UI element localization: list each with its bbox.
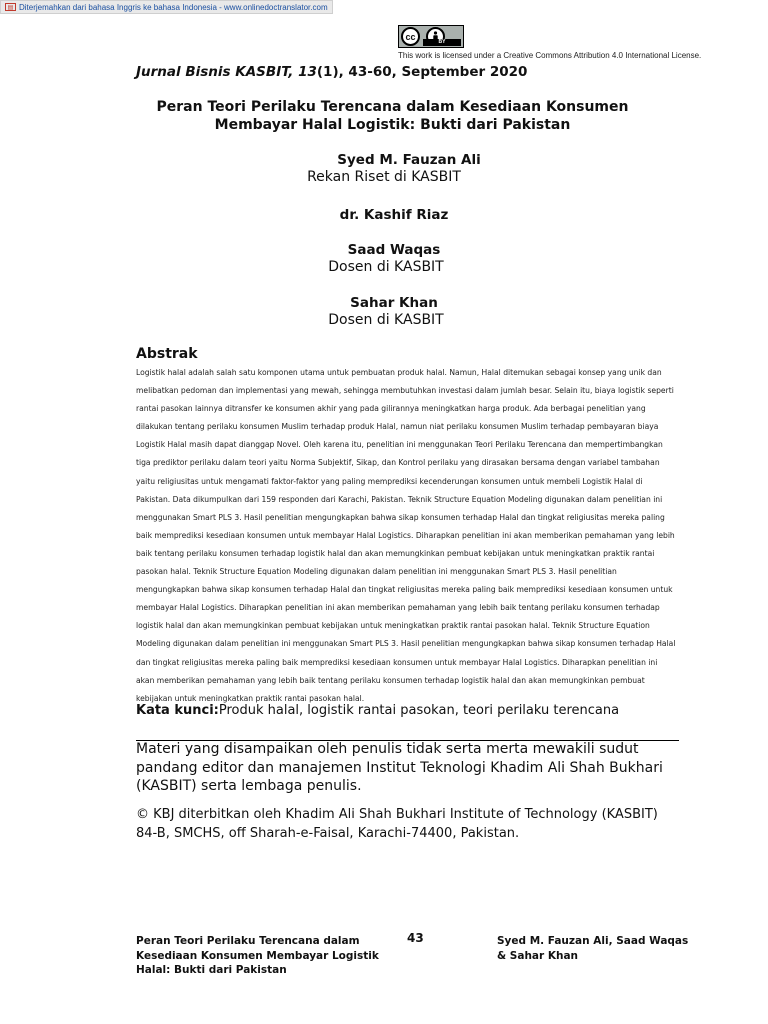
keywords — [136, 703, 619, 718]
cc-icon: cc — [401, 27, 420, 46]
author-affiliation: Dosen di KASBIT — [328, 312, 444, 328]
author-name: Syed M. Fauzan Ali — [337, 152, 481, 168]
keywords-value: Produk halal, logistik rantai pasokan, teori perilaku terencana — [218, 703, 620, 718]
paper-title: Peran Teori Perilaku Terencana dalam Kesediaan Konsumen Membayar Halal Logistik: Bukti dari Pakistan — [156, 99, 629, 133]
author-block-2 — [0, 207, 768, 223]
by-label: BY — [423, 39, 461, 46]
author-block-4 — [0, 295, 768, 328]
abstract-heading: Abstrak — [136, 346, 198, 362]
author-name: dr. Kashif Riaz — [339, 207, 449, 223]
author-affiliation: Rekan Riset di KASBIT — [307, 169, 461, 185]
author-name: Sahar Khan — [350, 295, 438, 311]
keywords-label: Kata kunci: — [136, 703, 219, 718]
translator-banner[interactable] — [0, 0, 333, 14]
translator-banner-text: Diterjemahkan dari bahasa Inggris ke bahasa Indonesia - www.onlinedoctranslator.com — [19, 2, 328, 12]
journal-citation — [136, 64, 527, 80]
journal-name: Jurnal Bisnis KASBIT, 13 — [136, 64, 317, 80]
journal-issue: (1), 43-60, September 2020 — [316, 64, 528, 80]
document-translate-icon: ▤ — [5, 3, 16, 11]
author-name: Saad Waqas — [347, 242, 441, 258]
footer-authors: Syed M. Fauzan Ali, Saad Waqas & Sahar Khan — [497, 935, 689, 962]
author-block-3 — [0, 242, 768, 275]
footer-running-title: Peran Teori Perilaku Terencana dalam Kesediaan Konsumen Membayar Logistik Halal: Bukti dari Pakistan — [136, 935, 379, 976]
cc-license-badge[interactable] — [398, 25, 464, 48]
disclaimer-text: Materi yang disampaikan oleh penulis tidak serta merta mewakili sudut pandang editor dan manajemen Institut Teknologi Khadim Ali Shah Bukhari (KASBIT) serta lembaga penulis. — [136, 741, 663, 794]
page-number: 43 — [407, 931, 424, 945]
author-affiliation: Dosen di KASBIT — [328, 259, 444, 275]
copyright-text: © KBJ diterbitkan oleh Khadim Ali Shah Bukhari Institute of Technology (KASBIT) 84-B, SMCHS, off Sharah-e-Faisal, Karachi-74400, Pakistan. — [136, 807, 658, 841]
abstract-body: Logistik halal adalah salah satu komponen utama untuk pembuatan produk halal. Namun, Halal ditemukan sebagai konsep yang unik dan melibatkan pedoman dan implementasi yang mewah, sehingga membutuhkan investasi dalam jumlah besar. Selain itu, biaya logistik seperti rantai pasokan lainnya ditransfer ke konsumen akhir yang pada gilirannya meningkatkan harga produk. Ada berbagai penelitian yang dilakukan tentang perilaku konsumen Muslim terhadap produk Halal, namun niat perilaku konsumen Muslim terhadap pembayaran biaya Logistik Halal masih dapat dianggap Novel. Oleh karena itu, penelitian ini menggunakan Teori Perilaku Terencana dan mempertimbangkan tiga prediktor perilaku dalam teori yaitu Norma Subjektif, Sikap, dan Kontrol perilaku yang dirasakan bersama dengan variabel tambahan yaitu religiusitas untuk mengamati faktor-faktor yang paling memprediksi kecenderungan konsumen untuk membeli Logistik Halal di Pakistan. Data dikumpulkan dari 159 responden dari Karachi, Pakistan. Teknik Structure Equation Modeling digunakan dalam penelitian ini menggunakan Smart PLS 3. Hasil penelitian mengungkapkan bahwa sikap konsumen terhadap Halal dan tingkat religiusitas mereka paling baik memprediksi kesediaan konsumen untuk membayar Halal Logistics. Diharapkan penelitian ini akan memberikan pemahaman yang lebih baik tentang perilaku konsumen terhadap logistik halal dan akan memungkinkan pembuat kebijakan untuk meningkatkan praktik rantai pasokan halal. Teknik Structure Equation Modeling digunakan dalam penelitian ini menggunakan Smart PLS 3. Hasil penelitian mengungkapkan bahwa sikap konsumen terhadap Halal dan tingkat religiusitas mereka paling baik memprediksi kesediaan konsumen untuk membayar Halal Logistics. Diharapkan penelitian ini akan memberikan pemahaman yang lebih baik tentang perilaku konsumen terhadap logistik halal dan akan memungkinkan pembuat kebijakan untuk meningkatkan praktik rantai pasokan halal. Teknik Structure Equation Modeling digunakan dalam penelitian ini menggunakan Smart PLS 3. Hasil penelitian mengungkapkan bahwa sikap konsumen terhadap Halal dan tingkat religiusitas mereka paling baik memprediksi kesediaan konsumen untuk membayar Halal Logistics. Diharapkan penelitian ini akan memberikan pemahaman yang lebih baik tentang perilaku konsumen terhadap logistik halal dan akan memungkinkan pembuat kebijakan untuk meningkatkan praktik rantai pasokan halal. — [136, 368, 676, 703]
license-notice: This work is licensed under a Creative Commons Attribution 4.0 International License. — [398, 51, 702, 60]
author-block-1 — [0, 152, 768, 185]
